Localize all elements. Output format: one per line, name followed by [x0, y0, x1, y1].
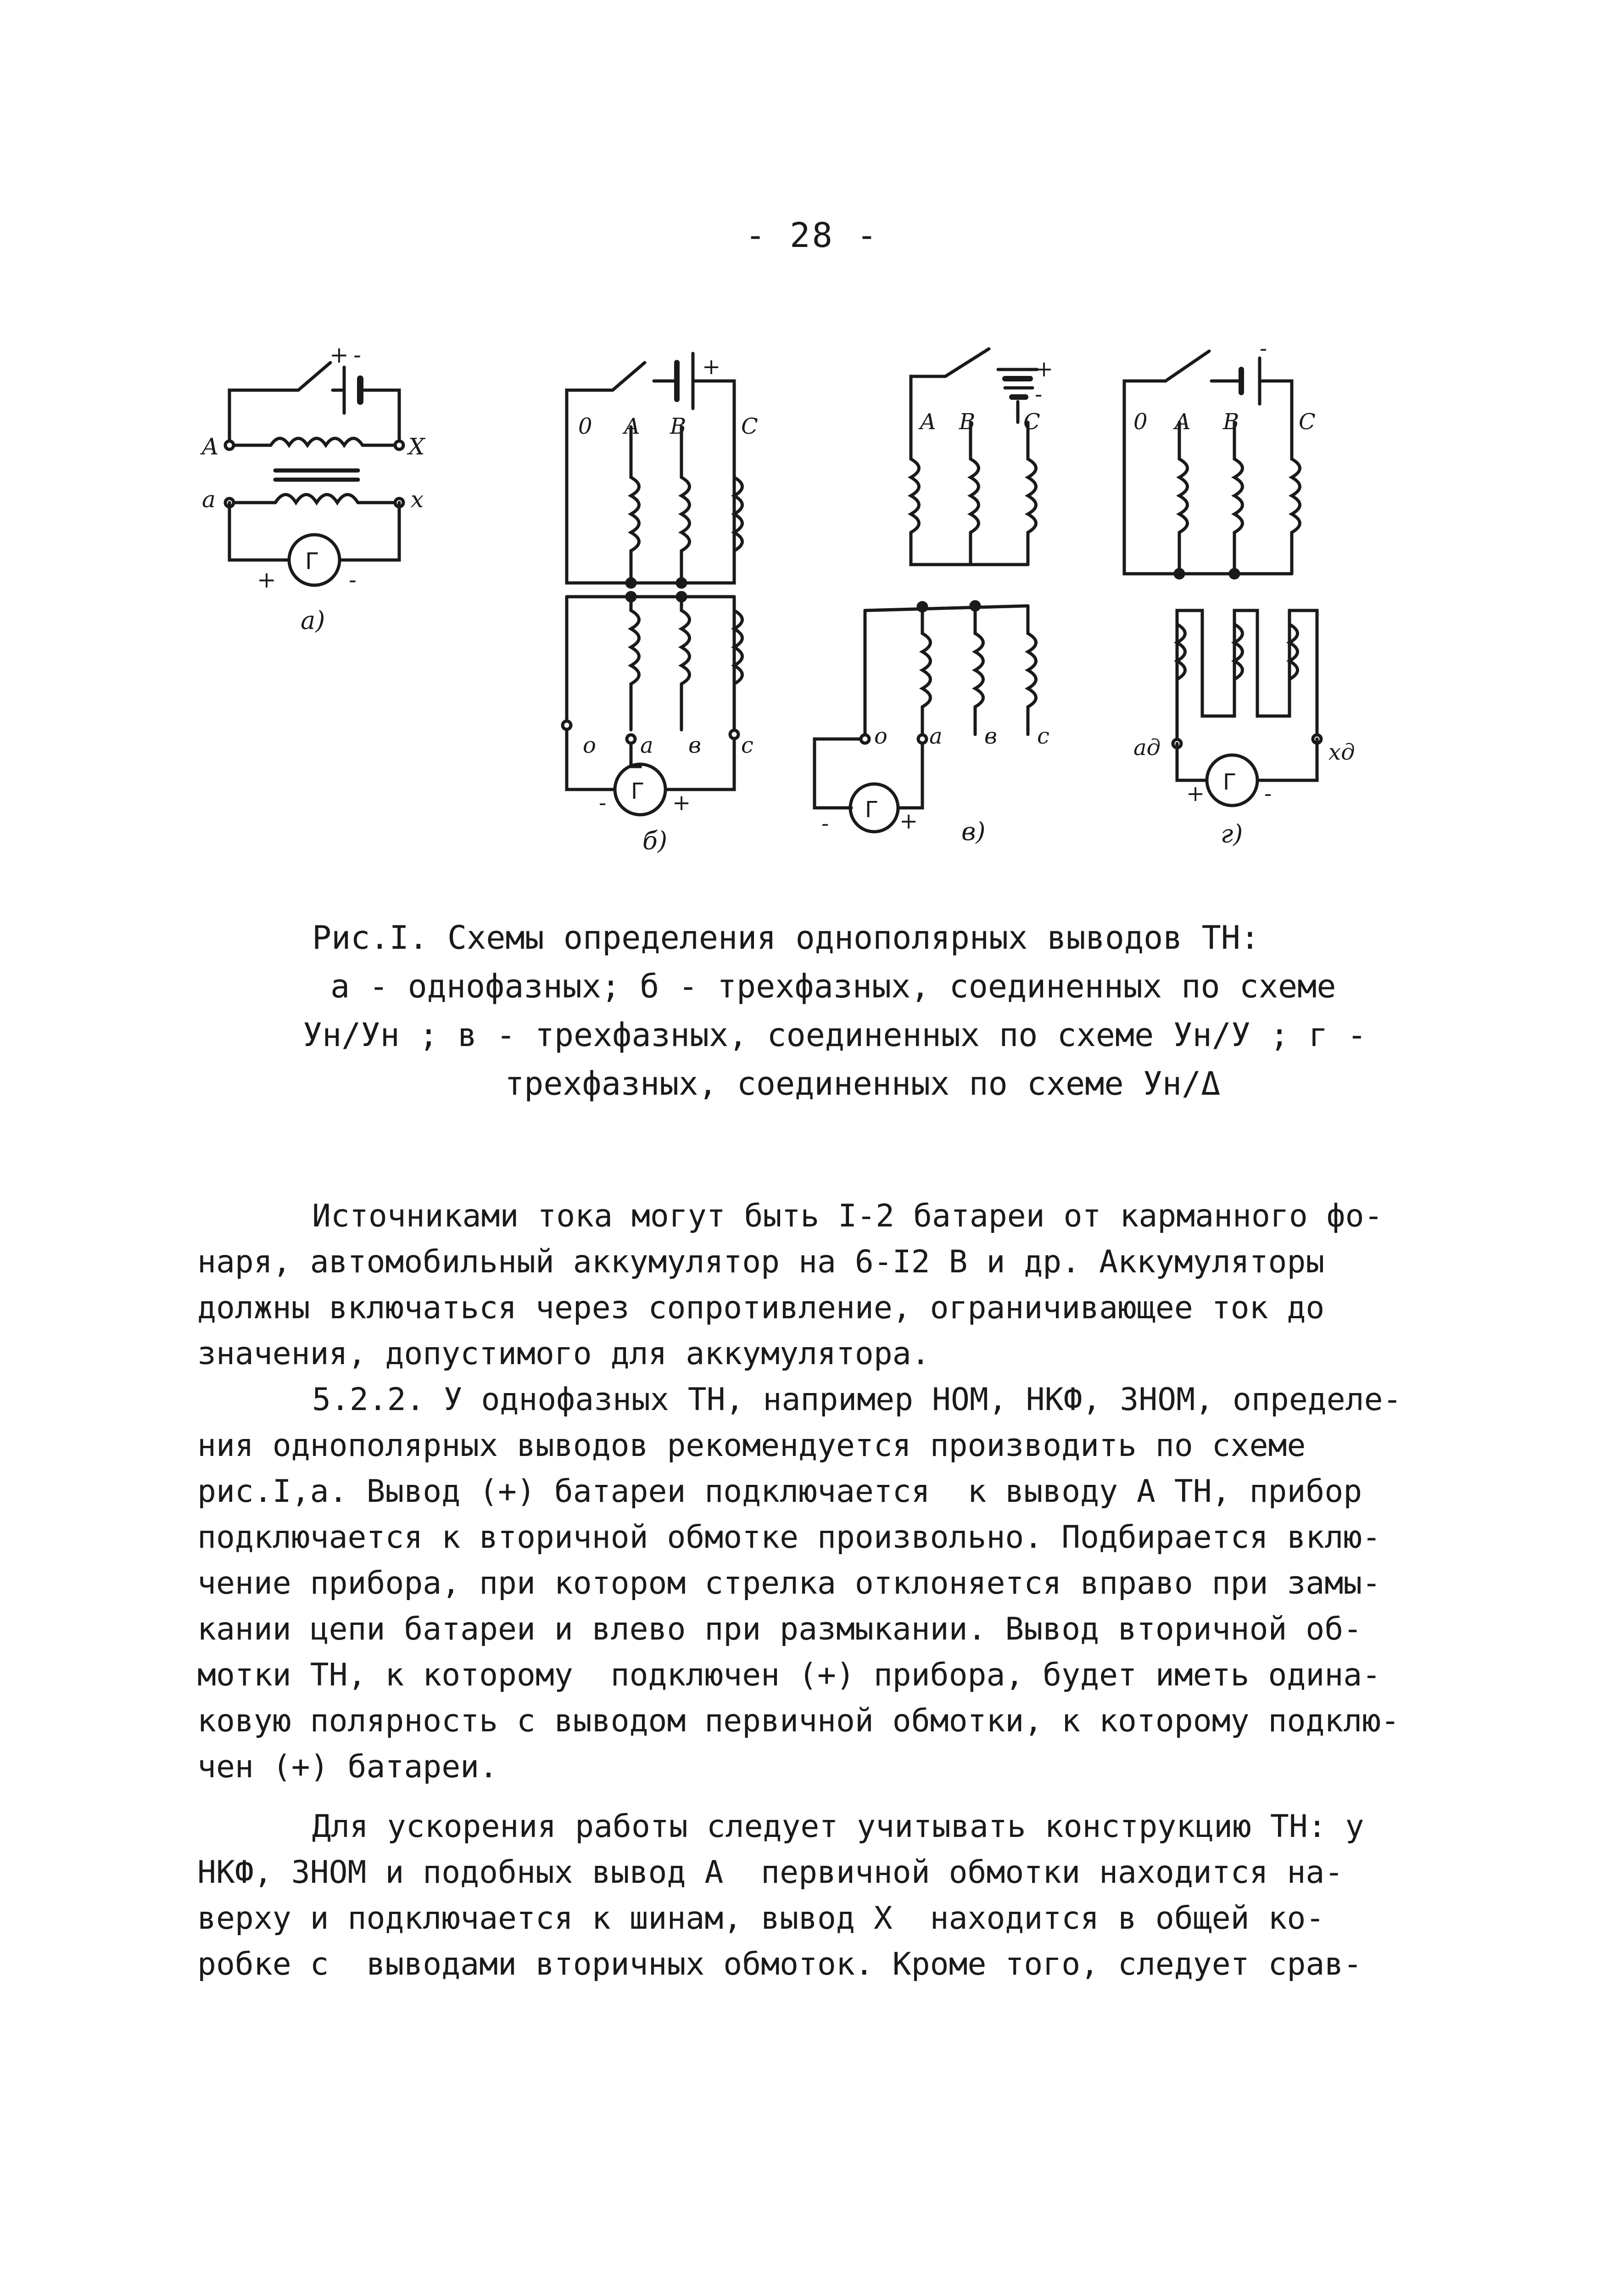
diagram-v-terminal-c: с: [1037, 723, 1049, 749]
diagram-v-terminal-o: о: [874, 723, 887, 749]
diagram-g-meter-minus: -: [1264, 781, 1272, 806]
text-line: подключается к вторичной обмотке произвольно. Подбирается вклю-: [197, 1519, 1381, 1556]
diagram-g-meter-plus: +: [1186, 781, 1205, 806]
text-line: наря, автомобильный аккумулятор на 6-I2 В и др. Аккумуляторы: [197, 1244, 1325, 1280]
caption-line: трехфазных, соединенных по схеме Ун/Δ: [505, 1065, 1221, 1103]
diagram-b-terminal-0: 0: [578, 414, 592, 439]
text-line: мотки ТН, к которому подключен (+) прибора, будет иметь одина-: [197, 1657, 1381, 1693]
text-line: верху и подключается к шинам, вывод Х находится в общей ко-: [197, 1900, 1325, 1937]
diagram-a-sublabel: а): [301, 606, 325, 635]
diagram-g-meter-label: Г: [1223, 769, 1237, 795]
diagram-v-battery-plus: +: [1035, 356, 1054, 382]
caption-line: Ун/Ун ; в - трехфазных, соединенных по схеме Ун/У ; г -: [303, 1016, 1367, 1054]
text-line: чение прибора, при котором стрелка отклоняется вправо при замы-: [197, 1565, 1381, 1601]
page-number: - 28 -: [745, 216, 879, 255]
text-line: 5.2.2. У однофазных ТН, например НОМ, НКФ, ЗНОМ, определе-: [312, 1382, 1402, 1418]
diagram-v-terminal-v: в: [984, 723, 997, 749]
body-text: [197, 1193, 1409, 1987]
text-line: значения, допустимого для аккумулятора.: [197, 1336, 930, 1372]
diagram-v-battery-minus: -: [1035, 381, 1043, 407]
diagram-b-meter-minus: -: [599, 790, 607, 816]
caption-line: Рис.I. Схемы определения однополярных выводов ТН:: [312, 919, 1260, 957]
diagram-b-terminal-v: в: [688, 733, 701, 758]
paragraph-design-notes: [197, 1804, 1409, 1987]
diagram-g-terminal-xd: xд: [1328, 739, 1355, 765]
diagram-a-terminal-A: A: [202, 433, 219, 460]
text-line: ковую полярность с выводом первичной обмотки, к которому подклю-: [197, 1703, 1400, 1739]
diagram-a-terminal-x: x: [411, 486, 424, 513]
text-line: НКФ, ЗНОМ и подобных вывод А первичной обмотки находится на-: [197, 1854, 1344, 1891]
text-line: кании цепи батареи и влево при размыкании. Вывод вторичной об-: [197, 1611, 1362, 1647]
diagram-a-meter-minus: -: [349, 566, 357, 593]
caption-line: а - однофазных; б - трехфазных, соединенных по схеме: [330, 968, 1336, 1005]
diagram-a-terminal-X: X: [408, 433, 425, 460]
diagram-b-meter-plus: +: [672, 790, 691, 816]
figure-caption: [303, 913, 1386, 1108]
diagram-a-terminal-a: a: [202, 486, 216, 513]
diagram-v-meter-label: Г: [865, 797, 879, 823]
diagram-a-meter-label: Г: [305, 548, 319, 575]
diagram-b-terminal-A: A: [624, 414, 640, 439]
diagram-v-terminal-C: C: [1023, 409, 1040, 435]
diagram-a-battery-minus: -: [353, 341, 361, 368]
diagram-b-battery-plus: +: [702, 354, 721, 380]
diagram-b-meter-label: Г: [631, 778, 645, 804]
diagram-v-meter-plus: +: [899, 808, 918, 834]
diagram-b-terminal-B: B: [670, 414, 686, 439]
diagram-v-terminal-A: A: [920, 409, 936, 435]
text-line: чен (+) батареи.: [197, 1749, 498, 1785]
diagram-v-meter-minus: -: [821, 811, 829, 836]
diagram-v-terminal-B: B: [959, 409, 976, 435]
diagram-v-terminal-a: а: [929, 723, 943, 749]
diagram-v-sublabel: в): [961, 817, 986, 846]
text-line: рис.I,а. Вывод (+) батареи подключается к выводу А ТН, прибор: [197, 1473, 1362, 1510]
diagram-b-terminal-c: с: [741, 733, 753, 758]
diagram-a-meter-plus: +: [257, 566, 276, 593]
text-line: ния однополярных выводов рекомендуется производить по схеме: [197, 1427, 1306, 1464]
diagram-b-terminal-a: а: [640, 733, 653, 758]
text-line: робке с выводами вторичных обмоток. Кроме того, следует срав-: [197, 1946, 1362, 1982]
diagram-g-battery-minus: -: [1260, 336, 1267, 361]
diagram-g-terminal-ad: aд: [1133, 735, 1161, 761]
text-line: должны включаться через сопротивление, ограничивающее ток до: [197, 1290, 1325, 1326]
diagram-b-terminal-o: о: [583, 733, 596, 758]
diagram-b-sublabel: б): [642, 826, 668, 855]
paragraph-power-sources: [197, 1193, 1409, 1377]
diagram-a-battery-plus: +: [329, 341, 349, 368]
diagram-g-terminal-A: A: [1175, 409, 1191, 435]
diagram-g-terminal-B: B: [1223, 409, 1239, 435]
text-line: Для ускорения работы следует учитывать конструкцию ТН: у: [312, 1808, 1364, 1845]
diagram-g-sublabel: г): [1221, 819, 1243, 848]
diagram-g-terminal-C: C: [1299, 409, 1316, 435]
diagram-b-terminal-C: C: [741, 414, 758, 439]
paragraph-5-2-2: [197, 1377, 1409, 1790]
diagram-g-terminal-0: 0: [1133, 409, 1148, 435]
text-line: Источниками тока могут быть I-2 батареи от карманного фо-: [312, 1198, 1383, 1234]
